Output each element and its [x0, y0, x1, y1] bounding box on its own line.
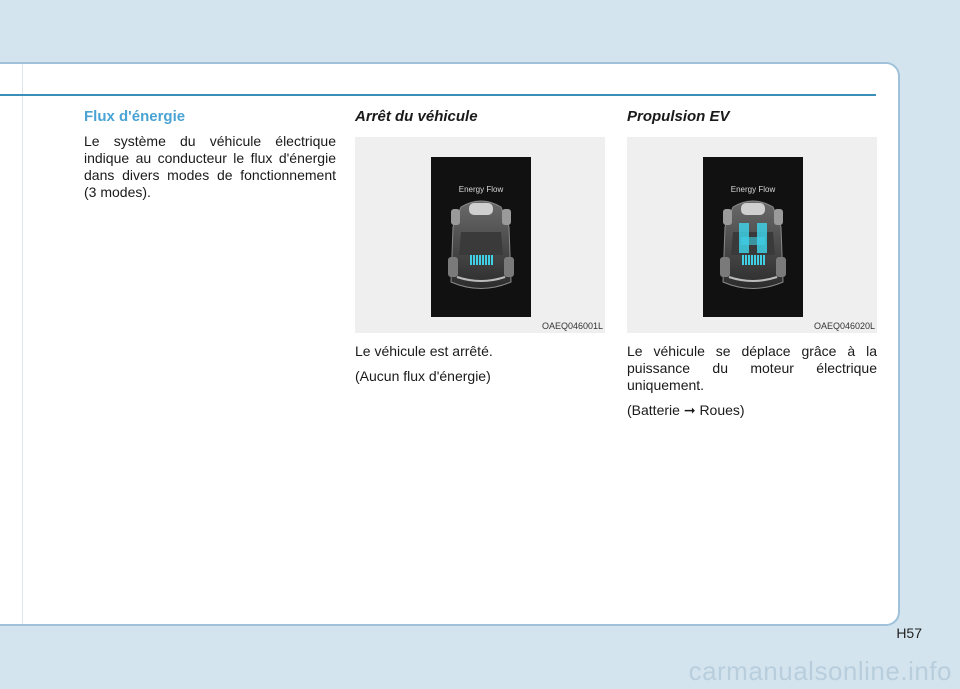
column-ev-propulsion: [627, 108, 877, 419]
energy-flow-screen: [431, 157, 531, 317]
stopped-title: Arrêt du véhicule: [355, 108, 478, 125]
ev-text-2: [627, 402, 877, 419]
stopped-text-2: (Aucun flux d'énergie): [355, 368, 491, 384]
ev-text-1: Le véhicule se déplace grâce à la puissance du moteur électrique uniquement.: [627, 343, 877, 393]
column-energy-flow: [84, 108, 336, 201]
energy-flow-screen: [703, 157, 803, 317]
figure-code: OAEQ046001L: [541, 321, 603, 331]
section-intro: Le système du véhicule électrique indique au conducteur le flux d'énergie dans divers modes de fonctionnement (3 modes).: [84, 133, 336, 200]
ev-text-2-prefix: (Batterie: [627, 402, 680, 418]
arrow-right-icon: ➞: [683, 402, 696, 418]
left-margin-line: [22, 64, 23, 624]
manual-page: [0, 62, 900, 626]
column-vehicle-stopped: [355, 108, 605, 385]
screen-title: Energy Flow: [730, 185, 776, 194]
watermark: carmanualsonline.info: [688, 656, 952, 686]
car-illustration-icon: [431, 157, 531, 317]
stopped-text-1: Le véhicule est arrêté.: [355, 343, 493, 359]
stopped-figure: [355, 137, 605, 333]
ev-figure: [627, 137, 877, 333]
ev-text-2-suffix: Roues): [699, 402, 745, 418]
header-rule: [0, 94, 876, 96]
figure-code: OAEQ046020L: [813, 321, 875, 331]
page-number: H57: [896, 625, 922, 641]
car-illustration-icon: [703, 157, 803, 317]
screen-title: Energy Flow: [458, 185, 504, 194]
ev-title: Propulsion EV: [627, 108, 730, 125]
section-title: Flux d'énergie: [84, 108, 186, 125]
